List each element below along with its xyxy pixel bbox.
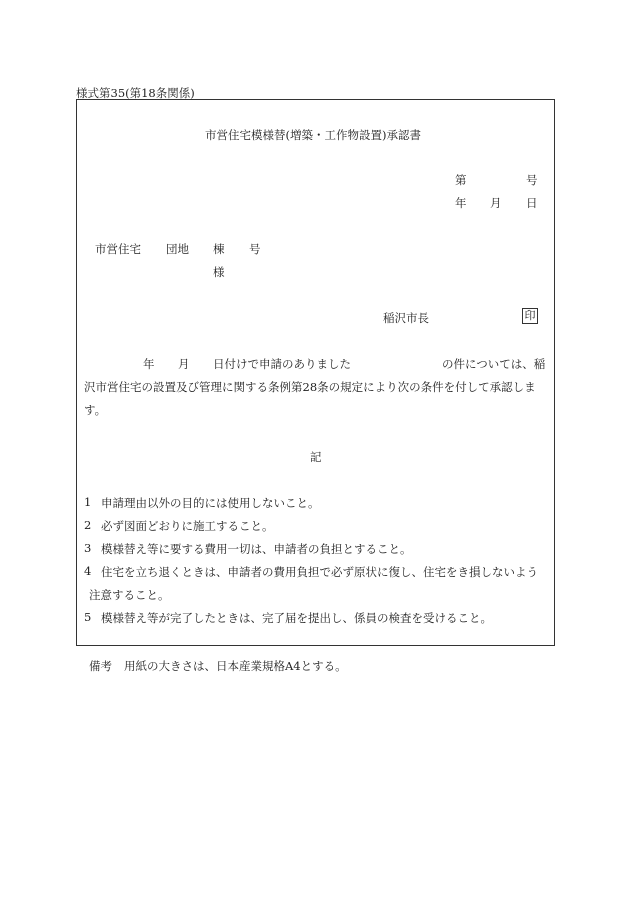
condition-5-number: 5	[84, 610, 92, 624]
form-number: 様式第35(第18条関係)	[76, 86, 195, 100]
body-year: 年	[143, 357, 155, 371]
addressee-danchi: 団地	[166, 242, 189, 256]
condition-1-text: 申請理由以外の目的には使用しないこと。	[101, 496, 320, 510]
date-month: 月	[490, 196, 502, 210]
condition-3-text: 模様替え等に要する費用一切は、申請者の負担とすること。	[101, 542, 412, 556]
date-year: 年	[455, 196, 467, 210]
remarks-label: 備考	[89, 659, 112, 673]
condition-1-number: 1	[84, 495, 92, 509]
ki-heading: 記	[310, 450, 322, 464]
seal-mark: 印	[522, 308, 538, 324]
doc-number-suffix: 号	[526, 173, 538, 187]
condition-5-text: 模様替え等が完了したときは、完了届を提出し、係員の検査を受けること。	[101, 611, 492, 625]
remarks-text: 用紙の大きさは、日本産業規格A4とする。	[124, 659, 347, 673]
issuer-title: 稲沢市長	[383, 311, 429, 325]
condition-4-text: 住宅を立ち退くときは、申請者の費用負担で必ず原状に復し、住宅をき損しないよう	[101, 565, 538, 579]
condition-2-number: 2	[84, 518, 92, 532]
addressee-building: 棟	[213, 242, 225, 256]
body-month: 月	[178, 357, 190, 371]
doc-number-prefix: 第	[455, 173, 467, 187]
body-line-2: 沢市営住宅の設置及び管理に関する条例第28条の規定により次の条件を付して承認しま	[84, 380, 536, 394]
addressee-honorific: 様	[213, 265, 225, 279]
date-day: 日	[526, 196, 538, 210]
condition-3-number: 3	[84, 541, 92, 555]
addressee-number: 号	[249, 242, 261, 256]
document-title: 市営住宅模様替(増築・工作物設置)承認書	[205, 128, 421, 142]
addressee-housing: 市営住宅	[95, 242, 141, 256]
condition-4-number: 4	[84, 564, 92, 578]
condition-2-text: 必ず図面どおりに施工すること。	[101, 519, 274, 533]
condition-4-continuation: 注意すること。	[89, 588, 170, 602]
body-date-text: 日付けで申請のありました	[213, 357, 351, 371]
body-case-text: の件については、稲	[442, 357, 546, 371]
body-line-3: す。	[84, 403, 107, 417]
